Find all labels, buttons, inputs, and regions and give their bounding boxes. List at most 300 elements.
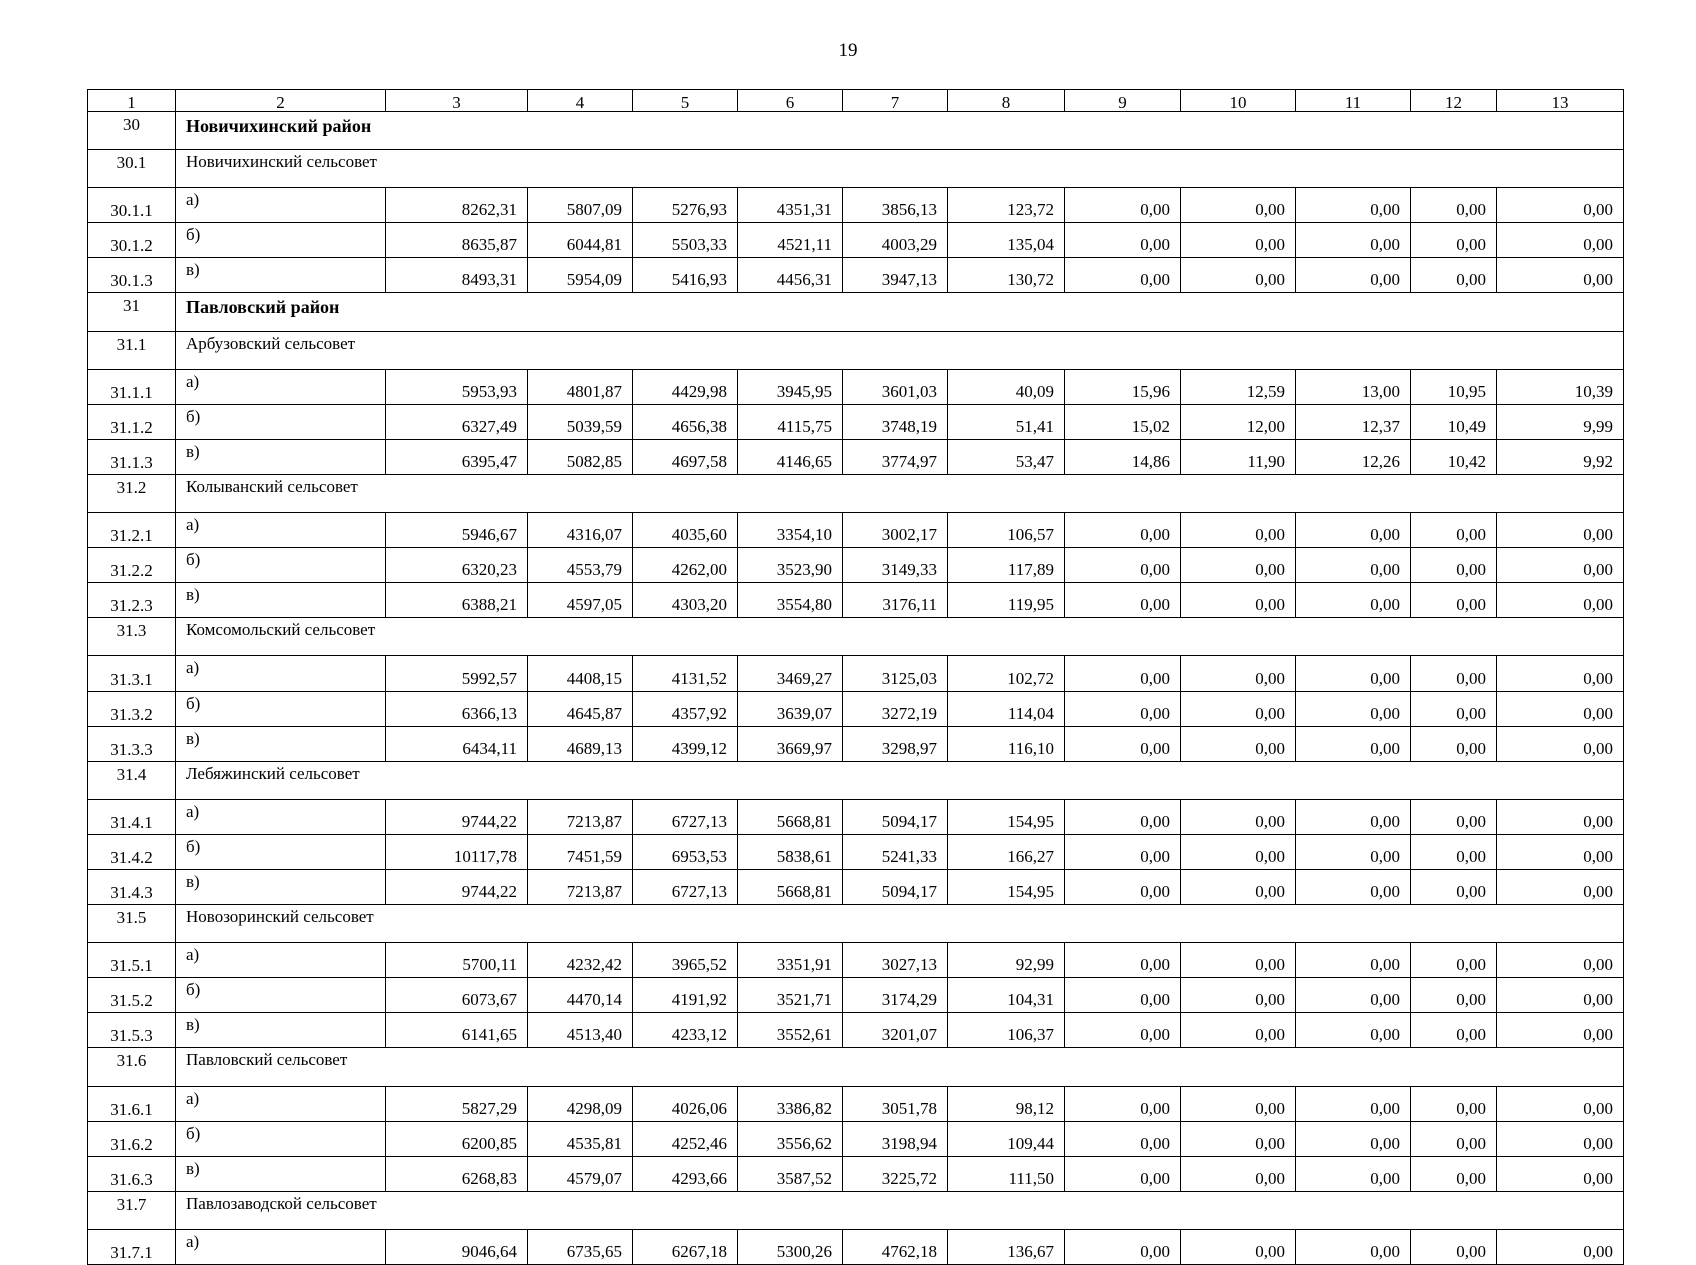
value-cell-col-3: 5992,57 xyxy=(386,656,528,691)
value-cell-col-5: 4131,52 xyxy=(633,656,738,691)
row-option-label: б) xyxy=(176,548,386,583)
value-cell-col-13: 0,00 xyxy=(1497,726,1624,761)
value-cell-col-10: 0,00 xyxy=(1181,258,1296,293)
row-code: 31.5.3 xyxy=(88,1013,176,1048)
column-header-6: 6 xyxy=(738,90,843,112)
value-cell-col-9: 0,00 xyxy=(1065,513,1181,548)
value-cell-col-12: 0,00 xyxy=(1411,548,1497,583)
column-header-12: 12 xyxy=(1411,90,1497,112)
value-cell-col-3: 6327,49 xyxy=(386,404,528,439)
council-header-row xyxy=(88,761,1624,799)
row-option-label: а) xyxy=(176,513,386,548)
value-cell-col-9: 0,00 xyxy=(1065,548,1181,583)
value-cell-col-11: 0,00 xyxy=(1296,188,1411,223)
row-code: 31.6.1 xyxy=(88,1086,176,1121)
value-cell-col-11: 0,00 xyxy=(1296,656,1411,691)
value-cell-col-11: 0,00 xyxy=(1296,834,1411,869)
value-cell-col-12: 0,00 xyxy=(1411,223,1497,258)
value-cell-col-3: 6388,21 xyxy=(386,583,528,618)
row-code: 31.6.3 xyxy=(88,1156,176,1191)
value-cell-col-7: 3198,94 xyxy=(843,1121,948,1156)
value-cell-col-8: 135,04 xyxy=(948,223,1065,258)
table-row xyxy=(88,869,1624,904)
council-name: Новичихинский сельсовет xyxy=(176,150,1624,188)
value-cell-col-8: 92,99 xyxy=(948,943,1065,978)
value-cell-col-4: 4801,87 xyxy=(528,369,633,404)
table-row xyxy=(88,1121,1624,1156)
row-code: 31.4.2 xyxy=(88,834,176,869)
table-row xyxy=(88,1156,1624,1191)
table-row xyxy=(88,1013,1624,1048)
row-code: 31.1.3 xyxy=(88,439,176,474)
table-row xyxy=(88,691,1624,726)
value-cell-col-12: 0,00 xyxy=(1411,188,1497,223)
value-cell-col-7: 3174,29 xyxy=(843,978,948,1013)
value-cell-col-4: 4535,81 xyxy=(528,1121,633,1156)
value-cell-col-13: 0,00 xyxy=(1497,1121,1624,1156)
value-cell-col-8: 106,57 xyxy=(948,513,1065,548)
value-cell-col-5: 4252,46 xyxy=(633,1121,738,1156)
row-code: 31.6 xyxy=(88,1048,176,1086)
value-cell-col-11: 0,00 xyxy=(1296,943,1411,978)
value-cell-col-3: 8493,31 xyxy=(386,258,528,293)
value-cell-col-12: 0,00 xyxy=(1411,258,1497,293)
row-code: 30.1.3 xyxy=(88,258,176,293)
value-cell-col-3: 5700,11 xyxy=(386,943,528,978)
value-cell-col-7: 3225,72 xyxy=(843,1156,948,1191)
value-cell-col-11: 0,00 xyxy=(1296,726,1411,761)
value-cell-col-3: 9744,22 xyxy=(386,799,528,834)
value-cell-col-3: 9046,64 xyxy=(386,1229,528,1264)
value-cell-col-9: 0,00 xyxy=(1065,656,1181,691)
value-cell-col-8: 116,10 xyxy=(948,726,1065,761)
value-cell-col-4: 6735,65 xyxy=(528,1229,633,1264)
row-code: 30.1 xyxy=(88,150,176,188)
value-cell-col-8: 53,47 xyxy=(948,439,1065,474)
value-cell-col-10: 0,00 xyxy=(1181,548,1296,583)
value-cell-col-10: 0,00 xyxy=(1181,1121,1296,1156)
value-cell-col-6: 3556,62 xyxy=(738,1121,843,1156)
value-cell-col-8: 154,95 xyxy=(948,869,1065,904)
value-cell-col-10: 0,00 xyxy=(1181,1086,1296,1121)
value-cell-col-8: 117,89 xyxy=(948,548,1065,583)
value-cell-col-11: 0,00 xyxy=(1296,1121,1411,1156)
value-cell-col-11: 12,26 xyxy=(1296,439,1411,474)
value-cell-col-9: 0,00 xyxy=(1065,834,1181,869)
row-code: 30.1.1 xyxy=(88,188,176,223)
value-cell-col-4: 4316,07 xyxy=(528,513,633,548)
value-cell-col-4: 7213,87 xyxy=(528,799,633,834)
value-cell-col-8: 123,72 xyxy=(948,188,1065,223)
value-cell-col-9: 0,00 xyxy=(1065,1013,1181,1048)
value-cell-col-10: 0,00 xyxy=(1181,1156,1296,1191)
row-code: 31.2.3 xyxy=(88,583,176,618)
column-header-10: 10 xyxy=(1181,90,1296,112)
table-row xyxy=(88,1229,1624,1264)
value-cell-col-4: 5082,85 xyxy=(528,439,633,474)
value-cell-col-10: 11,90 xyxy=(1181,439,1296,474)
value-cell-col-6: 4456,31 xyxy=(738,258,843,293)
value-cell-col-5: 4026,06 xyxy=(633,1086,738,1121)
value-cell-col-9: 0,00 xyxy=(1065,799,1181,834)
row-option-label: в) xyxy=(176,1156,386,1191)
value-cell-col-3: 6434,11 xyxy=(386,726,528,761)
value-cell-col-9: 0,00 xyxy=(1065,188,1181,223)
table-row xyxy=(88,583,1624,618)
value-cell-col-10: 0,00 xyxy=(1181,188,1296,223)
value-cell-col-8: 109,44 xyxy=(948,1121,1065,1156)
value-cell-col-11: 0,00 xyxy=(1296,513,1411,548)
column-header-2: 2 xyxy=(176,90,386,112)
value-cell-col-12: 0,00 xyxy=(1411,656,1497,691)
column-header-4: 4 xyxy=(528,90,633,112)
value-cell-col-4: 4597,05 xyxy=(528,583,633,618)
row-code: 31.3.2 xyxy=(88,691,176,726)
row-code: 31.6.2 xyxy=(88,1121,176,1156)
value-cell-col-8: 104,31 xyxy=(948,978,1065,1013)
value-cell-col-12: 0,00 xyxy=(1411,834,1497,869)
row-option-label: в) xyxy=(176,869,386,904)
value-cell-col-13: 0,00 xyxy=(1497,1086,1624,1121)
row-code: 31.4 xyxy=(88,761,176,799)
value-cell-col-11: 13,00 xyxy=(1296,369,1411,404)
value-cell-col-11: 0,00 xyxy=(1296,799,1411,834)
value-cell-col-10: 0,00 xyxy=(1181,799,1296,834)
value-cell-col-13: 0,00 xyxy=(1497,583,1624,618)
column-header-8: 8 xyxy=(948,90,1065,112)
value-cell-col-10: 0,00 xyxy=(1181,1013,1296,1048)
value-cell-col-4: 5807,09 xyxy=(528,188,633,223)
value-cell-col-13: 0,00 xyxy=(1497,1013,1624,1048)
value-cell-col-12: 0,00 xyxy=(1411,943,1497,978)
value-cell-col-7: 3774,97 xyxy=(843,439,948,474)
value-cell-col-4: 4298,09 xyxy=(528,1086,633,1121)
value-cell-col-11: 0,00 xyxy=(1296,869,1411,904)
value-cell-col-11: 0,00 xyxy=(1296,548,1411,583)
value-cell-col-5: 5503,33 xyxy=(633,223,738,258)
value-cell-col-4: 6044,81 xyxy=(528,223,633,258)
table-row xyxy=(88,439,1624,474)
value-cell-col-11: 0,00 xyxy=(1296,1013,1411,1048)
value-cell-col-12: 10,42 xyxy=(1411,439,1497,474)
table-row xyxy=(88,943,1624,978)
row-code: 31.5 xyxy=(88,905,176,943)
value-cell-col-7: 3748,19 xyxy=(843,404,948,439)
value-cell-col-12: 0,00 xyxy=(1411,978,1497,1013)
value-cell-col-9: 0,00 xyxy=(1065,1086,1181,1121)
row-option-label: б) xyxy=(176,978,386,1013)
value-cell-col-6: 3945,95 xyxy=(738,369,843,404)
district-name: Павловский район xyxy=(176,293,1624,331)
value-cell-col-6: 3521,71 xyxy=(738,978,843,1013)
value-cell-col-6: 3351,91 xyxy=(738,943,843,978)
row-option-label: в) xyxy=(176,1013,386,1048)
value-cell-col-13: 9,99 xyxy=(1497,404,1624,439)
value-cell-col-10: 0,00 xyxy=(1181,834,1296,869)
value-cell-col-10: 0,00 xyxy=(1181,691,1296,726)
value-cell-col-4: 4689,13 xyxy=(528,726,633,761)
value-cell-col-9: 0,00 xyxy=(1065,1156,1181,1191)
table-body xyxy=(88,90,1624,1265)
row-code: 31.4.3 xyxy=(88,869,176,904)
council-header-row xyxy=(88,905,1624,943)
value-cell-col-6: 3554,80 xyxy=(738,583,843,618)
row-code: 31.5.1 xyxy=(88,943,176,978)
row-option-label: б) xyxy=(176,691,386,726)
value-cell-col-6: 4521,11 xyxy=(738,223,843,258)
value-cell-col-6: 5838,61 xyxy=(738,834,843,869)
value-cell-col-13: 10,39 xyxy=(1497,369,1624,404)
value-cell-col-3: 6395,47 xyxy=(386,439,528,474)
value-cell-col-3: 6320,23 xyxy=(386,548,528,583)
value-cell-col-7: 3149,33 xyxy=(843,548,948,583)
value-cell-col-6: 3469,27 xyxy=(738,656,843,691)
value-cell-col-4: 4408,15 xyxy=(528,656,633,691)
value-cell-col-5: 4399,12 xyxy=(633,726,738,761)
value-cell-col-10: 0,00 xyxy=(1181,869,1296,904)
value-cell-col-9: 0,00 xyxy=(1065,1121,1181,1156)
value-cell-col-3: 8635,87 xyxy=(386,223,528,258)
table-row xyxy=(88,726,1624,761)
table-row xyxy=(88,548,1624,583)
table-row xyxy=(88,513,1624,548)
table-row xyxy=(88,258,1624,293)
value-cell-col-5: 4357,92 xyxy=(633,691,738,726)
value-cell-col-9: 0,00 xyxy=(1065,726,1181,761)
value-cell-col-5: 5416,93 xyxy=(633,258,738,293)
value-cell-col-8: 114,04 xyxy=(948,691,1065,726)
district-header-row xyxy=(88,112,1624,150)
value-cell-col-8: 98,12 xyxy=(948,1086,1065,1121)
table-row xyxy=(88,223,1624,258)
table-row xyxy=(88,834,1624,869)
value-cell-col-3: 6073,67 xyxy=(386,978,528,1013)
value-cell-col-4: 5039,59 xyxy=(528,404,633,439)
value-cell-col-5: 4191,92 xyxy=(633,978,738,1013)
value-cell-col-8: 130,72 xyxy=(948,258,1065,293)
value-cell-col-9: 0,00 xyxy=(1065,223,1181,258)
value-cell-col-8: 136,67 xyxy=(948,1229,1065,1264)
column-header-1: 1 xyxy=(88,90,176,112)
value-cell-col-12: 10,49 xyxy=(1411,404,1497,439)
value-cell-col-12: 0,00 xyxy=(1411,726,1497,761)
row-option-label: в) xyxy=(176,726,386,761)
value-cell-col-13: 0,00 xyxy=(1497,548,1624,583)
value-cell-col-10: 0,00 xyxy=(1181,1229,1296,1264)
value-cell-col-6: 3587,52 xyxy=(738,1156,843,1191)
value-cell-col-7: 3201,07 xyxy=(843,1013,948,1048)
value-cell-col-10: 0,00 xyxy=(1181,223,1296,258)
value-cell-col-7: 4003,29 xyxy=(843,223,948,258)
value-cell-col-8: 166,27 xyxy=(948,834,1065,869)
council-name: Колыванский сельсовет xyxy=(176,474,1624,512)
value-cell-col-7: 5094,17 xyxy=(843,799,948,834)
column-header-7: 7 xyxy=(843,90,948,112)
value-cell-col-3: 9744,22 xyxy=(386,869,528,904)
column-header-row xyxy=(88,90,1624,112)
value-cell-col-12: 0,00 xyxy=(1411,1229,1497,1264)
value-cell-col-13: 0,00 xyxy=(1497,223,1624,258)
district-name: Новичихинский район xyxy=(176,112,1624,150)
value-cell-col-5: 4303,20 xyxy=(633,583,738,618)
row-code: 31.4.1 xyxy=(88,799,176,834)
value-cell-col-8: 154,95 xyxy=(948,799,1065,834)
row-option-label: б) xyxy=(176,1121,386,1156)
value-cell-col-12: 0,00 xyxy=(1411,513,1497,548)
value-cell-col-4: 4553,79 xyxy=(528,548,633,583)
value-cell-col-10: 0,00 xyxy=(1181,583,1296,618)
value-cell-col-13: 0,00 xyxy=(1497,656,1624,691)
value-cell-col-4: 7451,59 xyxy=(528,834,633,869)
value-cell-col-3: 6141,65 xyxy=(386,1013,528,1048)
value-cell-col-5: 4233,12 xyxy=(633,1013,738,1048)
value-cell-col-5: 4429,98 xyxy=(633,369,738,404)
row-code: 31.3.3 xyxy=(88,726,176,761)
council-header-row xyxy=(88,150,1624,188)
value-cell-col-12: 10,95 xyxy=(1411,369,1497,404)
row-code: 31.1.1 xyxy=(88,369,176,404)
council-name: Павлозаводской сельсовет xyxy=(176,1191,1624,1229)
row-option-label: а) xyxy=(176,1229,386,1264)
value-cell-col-6: 4146,65 xyxy=(738,439,843,474)
value-cell-col-6: 3523,90 xyxy=(738,548,843,583)
value-cell-col-9: 0,00 xyxy=(1065,869,1181,904)
value-cell-col-5: 6727,13 xyxy=(633,799,738,834)
value-cell-col-3: 5946,67 xyxy=(386,513,528,548)
row-option-label: а) xyxy=(176,1086,386,1121)
tariff-table xyxy=(87,89,1624,1265)
value-cell-col-9: 15,96 xyxy=(1065,369,1181,404)
value-cell-col-9: 0,00 xyxy=(1065,583,1181,618)
value-cell-col-7: 3298,97 xyxy=(843,726,948,761)
value-cell-col-8: 51,41 xyxy=(948,404,1065,439)
row-code: 30.1.2 xyxy=(88,223,176,258)
value-cell-col-6: 3669,97 xyxy=(738,726,843,761)
value-cell-col-7: 3125,03 xyxy=(843,656,948,691)
value-cell-col-4: 4513,40 xyxy=(528,1013,633,1048)
value-cell-col-12: 0,00 xyxy=(1411,799,1497,834)
value-cell-col-12: 0,00 xyxy=(1411,583,1497,618)
value-cell-col-7: 3272,19 xyxy=(843,691,948,726)
value-cell-col-3: 6268,83 xyxy=(386,1156,528,1191)
value-cell-col-11: 0,00 xyxy=(1296,258,1411,293)
value-cell-col-12: 0,00 xyxy=(1411,1013,1497,1048)
column-header-3: 3 xyxy=(386,90,528,112)
row-code: 31.5.2 xyxy=(88,978,176,1013)
value-cell-col-9: 0,00 xyxy=(1065,691,1181,726)
value-cell-col-7: 3027,13 xyxy=(843,943,948,978)
value-cell-col-5: 6267,18 xyxy=(633,1229,738,1264)
page-number: 19 xyxy=(838,40,858,61)
value-cell-col-5: 6727,13 xyxy=(633,869,738,904)
row-code: 31.1.2 xyxy=(88,404,176,439)
row-option-label: в) xyxy=(176,258,386,293)
value-cell-col-11: 0,00 xyxy=(1296,1086,1411,1121)
value-cell-col-12: 0,00 xyxy=(1411,1086,1497,1121)
value-cell-col-4: 7213,87 xyxy=(528,869,633,904)
column-header-9: 9 xyxy=(1065,90,1181,112)
row-option-label: б) xyxy=(176,404,386,439)
value-cell-col-13: 0,00 xyxy=(1497,799,1624,834)
value-cell-col-10: 0,00 xyxy=(1181,726,1296,761)
table-row xyxy=(88,799,1624,834)
column-header-13: 13 xyxy=(1497,90,1624,112)
row-option-label: а) xyxy=(176,369,386,404)
row-option-label: в) xyxy=(176,583,386,618)
row-option-label: а) xyxy=(176,656,386,691)
value-cell-col-7: 3947,13 xyxy=(843,258,948,293)
value-cell-col-4: 5954,09 xyxy=(528,258,633,293)
value-cell-col-6: 3639,07 xyxy=(738,691,843,726)
value-cell-col-13: 9,92 xyxy=(1497,439,1624,474)
value-cell-col-6: 5668,81 xyxy=(738,799,843,834)
value-cell-col-4: 4579,07 xyxy=(528,1156,633,1191)
value-cell-col-4: 4645,87 xyxy=(528,691,633,726)
table-row xyxy=(88,978,1624,1013)
value-cell-col-13: 0,00 xyxy=(1497,1229,1624,1264)
table-row xyxy=(88,656,1624,691)
value-cell-col-13: 0,00 xyxy=(1497,258,1624,293)
value-cell-col-5: 3965,52 xyxy=(633,943,738,978)
value-cell-col-12: 0,00 xyxy=(1411,869,1497,904)
value-cell-col-6: 5668,81 xyxy=(738,869,843,904)
row-code: 31 xyxy=(88,293,176,331)
value-cell-col-8: 106,37 xyxy=(948,1013,1065,1048)
value-cell-col-13: 0,00 xyxy=(1497,943,1624,978)
council-header-row xyxy=(88,618,1624,656)
value-cell-col-9: 0,00 xyxy=(1065,943,1181,978)
row-code: 31.3.1 xyxy=(88,656,176,691)
value-cell-col-7: 3176,11 xyxy=(843,583,948,618)
value-cell-col-5: 4697,58 xyxy=(633,439,738,474)
value-cell-col-5: 4035,60 xyxy=(633,513,738,548)
value-cell-col-13: 0,00 xyxy=(1497,513,1624,548)
row-code: 31.2.1 xyxy=(88,513,176,548)
value-cell-col-5: 4656,38 xyxy=(633,404,738,439)
value-cell-col-13: 0,00 xyxy=(1497,834,1624,869)
value-cell-col-7: 3601,03 xyxy=(843,369,948,404)
value-cell-col-5: 6953,53 xyxy=(633,834,738,869)
value-cell-col-3: 8262,31 xyxy=(386,188,528,223)
row-option-label: б) xyxy=(176,223,386,258)
value-cell-col-3: 6366,13 xyxy=(386,691,528,726)
row-code: 31.2.2 xyxy=(88,548,176,583)
council-name: Новозоринский сельсовет xyxy=(176,905,1624,943)
value-cell-col-6: 5300,26 xyxy=(738,1229,843,1264)
value-cell-col-4: 4470,14 xyxy=(528,978,633,1013)
row-code: 30 xyxy=(88,112,176,150)
table-row xyxy=(88,369,1624,404)
value-cell-col-3: 10117,78 xyxy=(386,834,528,869)
value-cell-col-12: 0,00 xyxy=(1411,691,1497,726)
value-cell-col-7: 3051,78 xyxy=(843,1086,948,1121)
row-option-label: в) xyxy=(176,439,386,474)
value-cell-col-3: 6200,85 xyxy=(386,1121,528,1156)
value-cell-col-11: 0,00 xyxy=(1296,978,1411,1013)
council-name: Комсомольский сельсовет xyxy=(176,618,1624,656)
value-cell-col-11: 0,00 xyxy=(1296,583,1411,618)
row-code: 31.3 xyxy=(88,618,176,656)
value-cell-col-10: 0,00 xyxy=(1181,978,1296,1013)
row-option-label: б) xyxy=(176,834,386,869)
value-cell-col-13: 0,00 xyxy=(1497,978,1624,1013)
value-cell-col-3: 5953,93 xyxy=(386,369,528,404)
value-cell-col-8: 119,95 xyxy=(948,583,1065,618)
value-cell-col-11: 0,00 xyxy=(1296,223,1411,258)
council-header-row xyxy=(88,474,1624,512)
value-cell-col-10: 0,00 xyxy=(1181,943,1296,978)
value-cell-col-7: 5094,17 xyxy=(843,869,948,904)
